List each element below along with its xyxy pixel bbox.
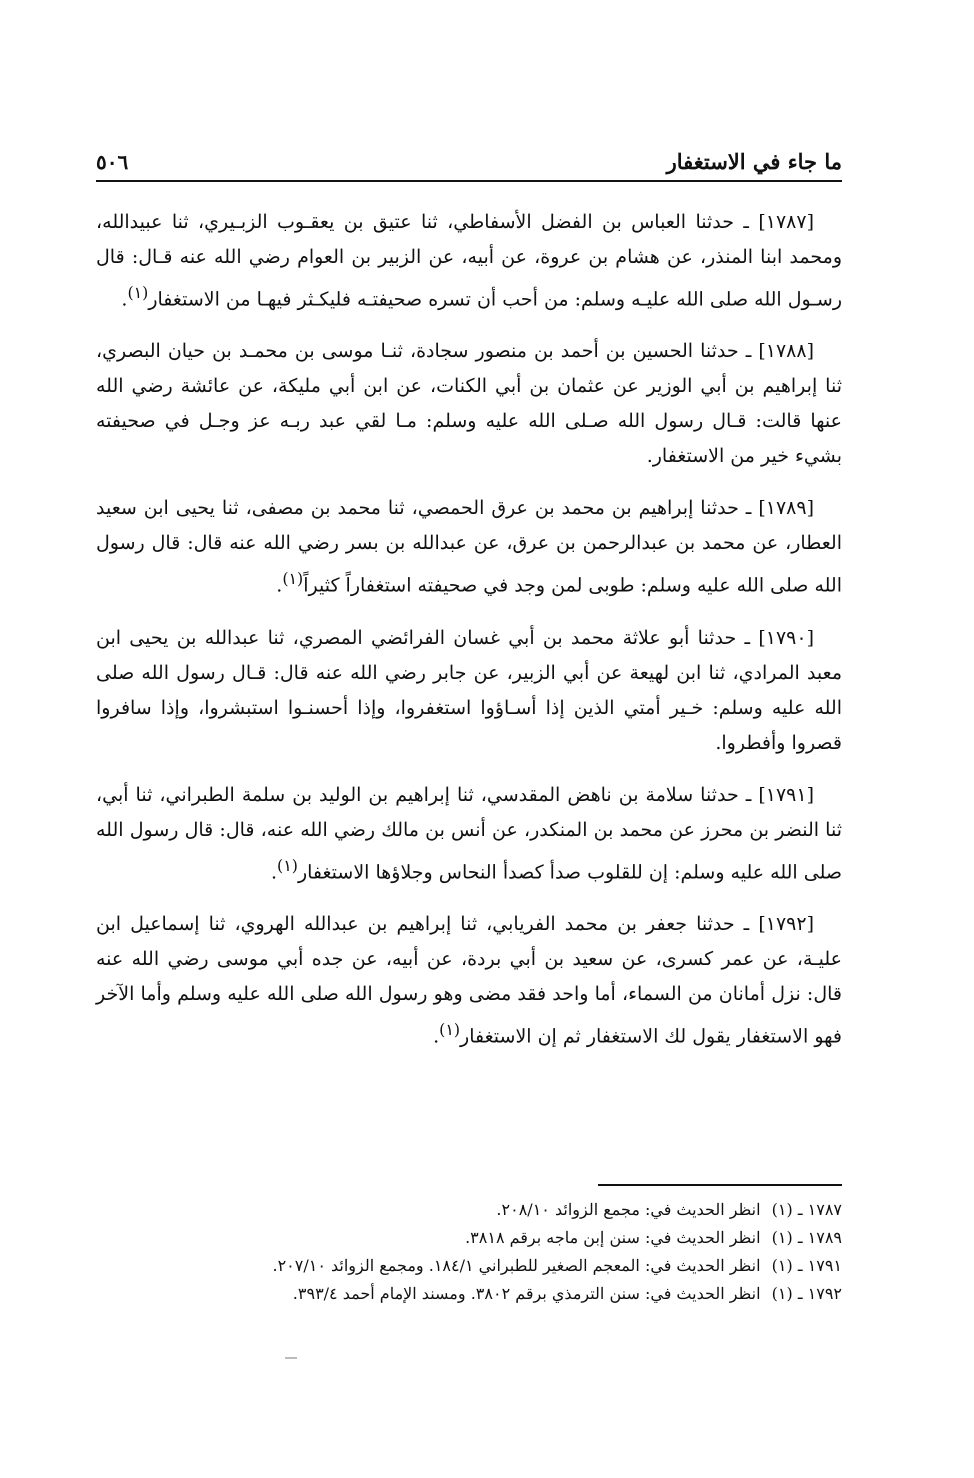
page-header — [96, 140, 842, 182]
hadith-body — [96, 205, 842, 1071]
page-number: ٥٠٦ — [96, 150, 129, 174]
hadith-end: . — [121, 288, 128, 311]
hadith-number: [١٧٩٠] — [758, 626, 814, 649]
footnote — [150, 1280, 842, 1308]
footnote-text: انظر الحديث في: سنن إبن ماجه برقم ٣٨١٨. — [465, 1228, 761, 1247]
footnote-text: انظر الحديث في: مجمع الزوائد ٢٠٨/١٠. — [496, 1200, 761, 1219]
hadith-end: . — [646, 445, 653, 468]
hadith-text: ـ حدثنا سلامة بن ناهض المقدسي، ثنا إبراهيم بن الوليد بن سلمة الطبراني، ثنا أبي، ثنا النضر بن محرز عن محمد بن المنكدر، عن أنس بن مالك رضي الله عنه، قال: قال رسول الله صلى الله عليه وسلم: إن للقلوب صدأ كصدأ النحاس وجلاؤها الاستغفار — [96, 783, 842, 883]
hadith-entry — [96, 491, 842, 603]
hadith-end: . — [271, 860, 278, 883]
footnote — [150, 1224, 842, 1252]
chapter-title: ما جاء في الاستغفار — [666, 149, 842, 174]
hadith-end: . — [715, 731, 722, 754]
hadith-text: ـ حدثنا العباس بن الفضل الأسفاطي، ثنا عتيق بن يعقـوب الزبـيري، ثنا عبيدالله، ومحمد ابنا المنذر، عن هشام بن عروة، عن أبيه، عن الزبير بن العوام رضي الله عنه قـال: قال رسـول الله صلى الله عليـه وسلم: من أحب أن تسره صحيفتـه فليكـثر فيهـا من الاستغفار — [96, 211, 842, 311]
footnote-ref: ١٧٩٢ ـ (١) — [771, 1284, 842, 1303]
footnote-ref: ١٧٩١ ـ (١) — [771, 1256, 842, 1275]
hadith-number: [١٧٨٧] — [758, 211, 814, 233]
hadith-entry — [96, 778, 842, 890]
footnote-text: انظر الحديث في: سنن الترمذي برقم ٣٨٠٢. ومسند الإمام أحمد ٣٩٣/٤. — [292, 1284, 761, 1303]
scan-speck — [285, 1357, 297, 1359]
footnotes — [150, 1196, 842, 1308]
hadith-entry — [96, 907, 842, 1054]
hadith-text: ـ حدثنا الحسين بن أحمد بن منصور سجادة، ثنـا موسى بن محمـد بن حيان البصري، ثنا إبراهيم بن أبي الوزير عن عثمان بن أبي الكنات، عن ابن أبي مليكة، عن عائشة رضي الله عنها قالت: قـال رسول الله صـلى الله عليه وسلم: مـا لقي عبد ربـه عز وجـل في صحيفته بشيء خير من الاستغفار — [96, 340, 842, 468]
footnote-text: انظر الحديث في: المعجم الصغير للطبراني ١٨٤/١. ومجمع الزوائد ٢٠٧/١٠. — [272, 1256, 761, 1275]
hadith-end: . — [276, 574, 283, 597]
footnote-ref: ١٧٨٧ ـ (١) — [771, 1200, 842, 1219]
hadith-number: [١٧٨٨] — [758, 340, 815, 363]
hadith-text: ـ حدثنا إبراهيم بن محمد بن عرق الحمصي، ثنا محمد بن مصفى، ثنا يحيى ابن سعيد العطار، عن محمد بن عبدالرحمن بن عرق، عن عبدالله بن بسر رضي الله عنه قال: قال رسول الله صلى الله عليه وسلم: طوبى لمن وجد في صحيفته استغفاراً كثيراً — [96, 497, 842, 597]
footnote — [150, 1196, 842, 1224]
footnote-marker: (١) — [282, 569, 304, 589]
hadith-end: . — [433, 1025, 440, 1048]
footnote — [150, 1252, 842, 1280]
footnote-marker: (١) — [439, 1019, 461, 1039]
footnote-marker: (١) — [277, 855, 298, 875]
hadith-text: ـ حدثنا أبو علاثة محمد بن أبي غسان الفرائضي المصري، ثنا عبدالله بن يحيى ابن معبد المرادي، ثنا ابن لهيعة عن أبي الزبير، عن جابر رضي الله عنه قال: قـال رسول الله صلى الله عليه وسلم: خـير أمتي الذين إذا أسـاؤوا استغفروا، وإذا أحسنـوا استبشروا، وإذا سافروا قصروا وأفطروا — [96, 626, 842, 754]
footnote-marker: (١) — [127, 283, 149, 302]
hadith-entry — [96, 334, 842, 474]
hadith-entry — [96, 621, 842, 761]
footnote-ref: ١٧٨٩ ـ (١) — [771, 1228, 842, 1247]
hadith-entry — [96, 205, 842, 317]
footnote-divider — [598, 1184, 842, 1186]
hadith-number: [١٧٩٢] — [758, 912, 814, 935]
hadith-number: [١٧٩١] — [758, 783, 814, 806]
hadith-text: ـ حدثنا جعفر بن محمد الفريابي، ثنا إبراهيم بن عبدالله الهروي، ثنا إسماعيل ابن عليـة، عن عمر كسرى، عن سعيد بن أبي بردة، عن أبيه، عن جده أبي موسى رضي الله عنه قال: نزل أمانان من السماء، أما واحد فقد مضى وهو رسول الله صلى الله عليه وسلم وأما الآخر فهو الاستغفار يقول لك الاستغفار ثم إن الاستغفار — [96, 912, 842, 1048]
hadith-number: [١٧٨٩] — [758, 497, 815, 520]
